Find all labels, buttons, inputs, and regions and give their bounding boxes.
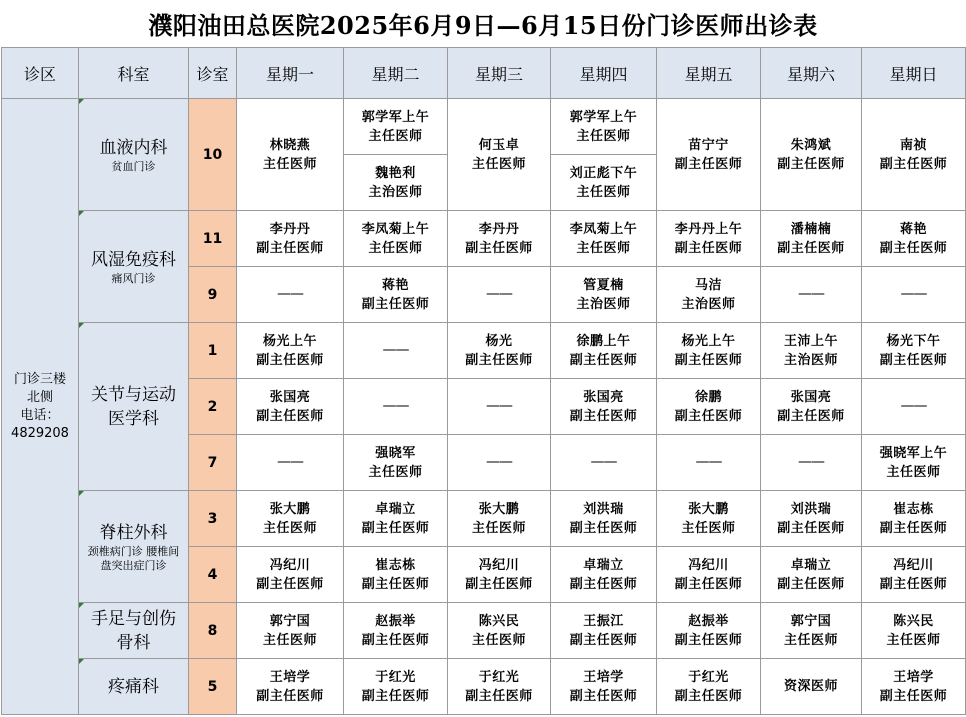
schedule-cell-fri	[657, 603, 761, 659]
doctor-title: 主任医师	[262, 156, 317, 172]
doctor-name: 张国亮	[583, 389, 624, 405]
doctor-title: 主任医师	[368, 128, 423, 144]
doctor-title: 主治医师	[368, 184, 423, 200]
comment-marker-icon	[79, 323, 84, 328]
comment-marker-icon	[79, 659, 84, 664]
doctor-name: 郭宁国	[790, 613, 832, 629]
doctor-title: 主治医师	[783, 352, 838, 368]
zone-text: 电话：	[20, 407, 60, 423]
doctor-name: 李丹丹	[269, 221, 311, 237]
doctor-name: 李凤菊上午	[361, 221, 430, 237]
department-cell	[79, 99, 189, 211]
doctor-name: ——	[900, 286, 927, 302]
department-name: 关节与运动医学科	[91, 384, 176, 429]
department-subtitle: 贫血门诊	[111, 159, 156, 173]
comment-marker-icon	[79, 603, 84, 608]
doctor-title: 主任医师	[368, 240, 423, 256]
doctor-name: ——	[695, 454, 722, 470]
doctor-name: 李凤菊上午	[569, 221, 638, 237]
schedule-cell-fri	[657, 435, 761, 491]
doctor-name: 李丹丹上午	[674, 221, 743, 237]
doctor-name: 强晓军上午	[879, 445, 948, 461]
doctor-name: 杨光	[485, 333, 513, 349]
schedule-cell-mon	[237, 99, 344, 211]
doctor-title: 副主任医师	[674, 156, 743, 172]
schedule-cell-tue	[344, 323, 448, 379]
doctor-name: 王培学	[893, 669, 934, 685]
schedule-cell-sun	[862, 547, 966, 603]
schedule-cell-sun	[862, 379, 966, 435]
header-tue: 星期二	[344, 48, 448, 99]
doctor-title: 副主任医师	[674, 632, 743, 648]
doctor-name: 赵振举	[375, 613, 416, 629]
table-row	[2, 211, 966, 267]
schedule-cell-thu	[551, 267, 657, 323]
schedule-cell-wed	[448, 211, 551, 267]
comment-marker-icon	[79, 99, 84, 104]
doctor-title: 副主任医师	[569, 632, 638, 648]
doctor-title: 副主任医师	[879, 688, 948, 704]
schedule-cell-wed	[448, 547, 551, 603]
schedule-cell-wed	[448, 435, 551, 491]
schedule-cell-tue	[344, 659, 448, 715]
doctor-title: 副主任医师	[569, 576, 638, 592]
schedule-cell-wed	[448, 491, 551, 547]
doctor-name: 马洁	[694, 277, 722, 293]
schedule-table	[1, 47, 966, 715]
doctor-name: 刘洪瑞	[583, 501, 624, 517]
doctor-name: 于红光	[688, 669, 729, 685]
doctor-name: 张大鹏	[688, 501, 729, 517]
header-row	[2, 48, 966, 99]
schedule-cell-fri	[657, 267, 761, 323]
schedule-cell-fri	[657, 211, 761, 267]
doctor-title: 主任医师	[368, 464, 423, 480]
schedule-cell-wed	[448, 379, 551, 435]
schedule-cell-mon	[237, 379, 344, 435]
room-number: 10	[189, 99, 237, 211]
doctor-title: 主任医师	[886, 632, 941, 648]
room-number: 5	[189, 659, 237, 715]
schedule-cell-sun	[862, 491, 966, 547]
doctor-name: 朱鸿斌	[790, 137, 832, 153]
doctor-name: ——	[277, 454, 303, 470]
doctor-name: 崔志栋	[375, 557, 416, 573]
schedule-cell-thu	[551, 547, 657, 603]
doctor-name: ——	[382, 398, 409, 414]
department-cell	[79, 491, 189, 603]
doctor-title: 副主任医师	[879, 352, 948, 368]
doctor-name: ——	[486, 454, 512, 470]
doctor-title: 副主任医师	[256, 240, 324, 256]
doctor-name: 徐鹏	[694, 389, 722, 405]
doctor-name: 于红光	[375, 669, 416, 685]
doctor-name: ——	[798, 454, 824, 470]
room-number: 1	[189, 323, 237, 379]
doctor-name: 徐鹏上午	[576, 333, 631, 349]
doctor-title: 主任医师	[576, 128, 631, 144]
doctor-title: 副主任医师	[361, 632, 430, 648]
doctor-title: 主任医师	[262, 632, 317, 648]
doctor-title: 副主任医师	[361, 520, 430, 536]
doctor-name: 杨光上午	[262, 333, 317, 349]
doctor-name: 刘洪瑞	[790, 501, 832, 517]
doctor-name: 王振江	[583, 613, 624, 629]
schedule-cell-tue	[344, 547, 448, 603]
doctor-title: 副主任医师	[465, 688, 533, 704]
doctor-name: ——	[277, 286, 303, 302]
doctor-name: 张大鹏	[269, 501, 311, 517]
schedule-cell-fri	[657, 547, 761, 603]
schedule-cell-sun	[862, 659, 966, 715]
department-name: 手足与创伤骨科	[91, 608, 176, 653]
schedule-cell-thu	[551, 99, 657, 155]
table-row	[2, 603, 966, 659]
header-mon: 星期一	[237, 48, 344, 99]
header-sat: 星期六	[761, 48, 862, 99]
department-name: 脊柱外科	[99, 522, 168, 543]
doctor-name: 卓瑞立	[375, 501, 416, 517]
schedule-cell-mon	[237, 659, 344, 715]
doctor-name: 赵振举	[688, 613, 729, 629]
schedule-cell-mon	[237, 491, 344, 547]
doctor-title: 副主任医师	[777, 156, 845, 172]
doctor-title: 副主任医师	[777, 520, 845, 536]
doctor-title: 副主任医师	[569, 688, 638, 704]
zone-text: 4829208	[11, 425, 69, 441]
schedule-cell-tue	[344, 211, 448, 267]
doctor-name: 潘楠楠	[790, 221, 832, 237]
doctor-title: 主治医师	[576, 296, 631, 312]
doctor-title: 副主任医师	[674, 688, 743, 704]
header-dept: 科室	[79, 48, 189, 99]
doctor-name: 何玉卓	[478, 137, 520, 153]
schedule-cell-sat	[761, 491, 862, 547]
doctor-title: 主任医师	[576, 240, 631, 256]
zone-cell	[2, 99, 79, 715]
schedule-cell-tue	[344, 435, 448, 491]
doctor-name: 张大鹏	[478, 501, 520, 517]
doctor-name: 李丹丹	[478, 221, 520, 237]
doctor-title: 主任医师	[681, 520, 736, 536]
room-number: 9	[189, 267, 237, 323]
schedule-cell-fri	[657, 659, 761, 715]
doctor-title: 副主任医师	[256, 576, 324, 592]
doctor-title: 副主任医师	[569, 352, 638, 368]
header-room: 诊室	[189, 48, 237, 99]
doctor-name: 冯纪川	[893, 557, 934, 573]
doctor-title: 副主任医师	[879, 520, 948, 536]
doctor-title: 主任医师	[886, 464, 941, 480]
doctor-name: ——	[590, 454, 617, 470]
room-number: 7	[189, 435, 237, 491]
doctor-title: 副主任医师	[777, 576, 845, 592]
doctor-name: ——	[900, 398, 927, 414]
schedule-cell-wed	[448, 323, 551, 379]
doctor-title: 副主任医师	[674, 352, 743, 368]
schedule-cell-sat	[761, 99, 862, 211]
doctor-title: 副主任医师	[465, 240, 533, 256]
doctor-title: 副主任医师	[879, 576, 948, 592]
schedule-cell-sat	[761, 211, 862, 267]
doctor-title: 副主任医师	[777, 240, 845, 256]
department-cell	[79, 211, 189, 323]
comment-marker-icon	[79, 211, 84, 216]
header-sun: 星期日	[862, 48, 966, 99]
doctor-title: 副主任医师	[256, 352, 324, 368]
doctor-name: 蒋艳	[899, 221, 927, 237]
doctor-name: 杨光上午	[681, 333, 736, 349]
zone-text: 北侧	[26, 389, 53, 405]
department-cell	[79, 659, 189, 715]
header-fri: 星期五	[657, 48, 761, 99]
doctor-name: ——	[382, 342, 409, 358]
schedule-cell-fri	[657, 99, 761, 211]
schedule-cell-sun	[862, 211, 966, 267]
schedule-cell-mon	[237, 211, 344, 267]
doctor-name: 刘正彪下午	[569, 165, 638, 181]
schedule-cell-fri	[657, 323, 761, 379]
doctor-name: 林晓燕	[269, 137, 311, 153]
doctor-title: 副主任医师	[674, 408, 743, 424]
schedule-cell-sat	[761, 547, 862, 603]
doctor-name: 资深医师	[783, 679, 838, 694]
department-name: 疼痛科	[108, 676, 159, 697]
room-number: 4	[189, 547, 237, 603]
schedule-cell-tue	[344, 603, 448, 659]
doctor-title: 副主任医师	[879, 240, 948, 256]
schedule-cell-sat	[761, 323, 862, 379]
doctor-name: 管夏楠	[583, 277, 624, 293]
doctor-title: 副主任医师	[674, 576, 743, 592]
doctor-name: 张国亮	[269, 389, 311, 405]
doctor-title: 副主任医师	[777, 408, 845, 424]
doctor-name: 郭宁国	[269, 613, 311, 629]
room-number: 3	[189, 491, 237, 547]
schedule-cell-sun	[862, 267, 966, 323]
department-subtitle: 痛风门诊	[111, 271, 156, 285]
schedule-cell-tue	[344, 379, 448, 435]
doctor-name: 郭学军上午	[361, 109, 430, 125]
schedule-cell-thu	[551, 603, 657, 659]
room-number: 11	[189, 211, 237, 267]
doctor-name: 王培学	[583, 669, 624, 685]
doctor-name: 崔志栋	[893, 501, 934, 517]
doctor-title: 副主任医师	[361, 576, 430, 592]
schedule-cell-wed	[448, 267, 551, 323]
doctor-name: 南祯	[899, 137, 927, 153]
schedule-cell-mon	[237, 323, 344, 379]
doctor-title: 副主任医师	[465, 576, 533, 592]
doctor-title: 主任医师	[262, 520, 317, 536]
doctor-name: 魏艳利	[375, 165, 416, 181]
doctor-name: 杨光下午	[886, 333, 941, 349]
doctor-title: 副主任医师	[361, 688, 430, 704]
schedule-cell-mon	[237, 267, 344, 323]
schedule-cell-sat	[761, 379, 862, 435]
doctor-title: 副主任医师	[256, 688, 324, 704]
doctor-name: 卓瑞立	[790, 557, 832, 573]
header-zone: 诊区	[2, 48, 79, 99]
schedule-cell-sat	[761, 435, 862, 491]
doctor-name: 冯纪川	[688, 557, 729, 573]
schedule-cell-wed	[448, 99, 551, 211]
department-subtitle: 颈椎病门诊 腰椎间盘突出症门诊	[87, 544, 180, 572]
department-name: 血液内科	[99, 137, 168, 158]
schedule-cell-tue	[344, 267, 448, 323]
doctor-name: 陈兴民	[478, 613, 520, 629]
doctor-title: 副主任医师	[569, 520, 638, 536]
doctor-title: 主任医师	[471, 156, 526, 172]
schedule-cell-sat	[761, 603, 862, 659]
doctor-name: 冯纪川	[269, 557, 311, 573]
table-row	[2, 99, 966, 155]
schedule-cell-sat	[761, 267, 862, 323]
doctor-title: 主任医师	[471, 520, 526, 536]
schedule-cell-sun	[862, 323, 966, 379]
schedule-cell-tue	[344, 491, 448, 547]
page-title: 濮阳油田总医院2025年6月9日—6月15日份门诊医师出诊表	[148, 11, 818, 40]
schedule-cell-sun	[862, 603, 966, 659]
doctor-title: 副主任医师	[569, 408, 638, 424]
room-number: 8	[189, 603, 237, 659]
department-name: 风湿免疫科	[91, 249, 176, 270]
doctor-title: 主治医师	[681, 296, 736, 312]
doctor-name: 蒋艳	[381, 277, 409, 293]
schedule-cell-thu	[551, 491, 657, 547]
doctor-name: ——	[798, 286, 824, 302]
schedule-cell-tue	[344, 99, 448, 155]
schedule-cell-thu	[551, 323, 657, 379]
schedule-cell-fri	[657, 491, 761, 547]
doctor-title: 主任医师	[471, 632, 526, 648]
table-row	[2, 491, 966, 547]
table-row	[2, 659, 966, 715]
doctor-title: 副主任医师	[256, 408, 324, 424]
table-row	[2, 323, 966, 379]
department-cell	[79, 323, 189, 491]
schedule-cell-wed	[448, 603, 551, 659]
schedule-cell-mon	[237, 603, 344, 659]
header-wed: 星期三	[448, 48, 551, 99]
schedule-cell-tue-afternoon	[344, 155, 448, 211]
comment-marker-icon	[79, 491, 84, 496]
doctor-name: 冯纪川	[478, 557, 520, 573]
schedule-cell-sat	[761, 659, 862, 715]
room-number: 2	[189, 379, 237, 435]
doctor-name: 王培学	[269, 669, 311, 685]
doctor-name: 强晓军	[375, 445, 416, 461]
schedule-cell-thu	[551, 211, 657, 267]
schedule-cell-wed	[448, 659, 551, 715]
doctor-title: 副主任医师	[674, 240, 743, 256]
doctor-title: 副主任医师	[879, 156, 948, 172]
schedule-cell-thu	[551, 435, 657, 491]
doctor-name: 郭学军上午	[569, 109, 638, 125]
schedule-cell-thu	[551, 379, 657, 435]
schedule-cell-thu	[551, 659, 657, 715]
doctor-name: 苗宁宁	[688, 137, 729, 153]
schedule-cell-sun	[862, 435, 966, 491]
doctor-name: 于红光	[478, 669, 520, 685]
doctor-name: 张国亮	[790, 389, 832, 405]
schedule-cell-fri	[657, 379, 761, 435]
header-thu: 星期四	[551, 48, 657, 99]
department-cell	[79, 603, 189, 659]
doctor-title: 主任医师	[576, 184, 631, 200]
doctor-title: 副主任医师	[465, 352, 533, 368]
doctor-name: ——	[486, 398, 512, 414]
doctor-name: 王沛上午	[783, 333, 838, 349]
zone-text: 门诊三楼	[13, 371, 66, 387]
doctor-name: 陈兴民	[893, 613, 934, 629]
doctor-name: 卓瑞立	[583, 557, 624, 573]
schedule-cell-sun	[862, 99, 966, 211]
doctor-name: ——	[486, 286, 512, 302]
schedule-cell-mon	[237, 547, 344, 603]
schedule-cell-mon	[237, 435, 344, 491]
doctor-title: 副主任医师	[361, 296, 430, 312]
doctor-title: 主任医师	[783, 632, 838, 648]
schedule-cell-thu-afternoon	[551, 155, 657, 211]
